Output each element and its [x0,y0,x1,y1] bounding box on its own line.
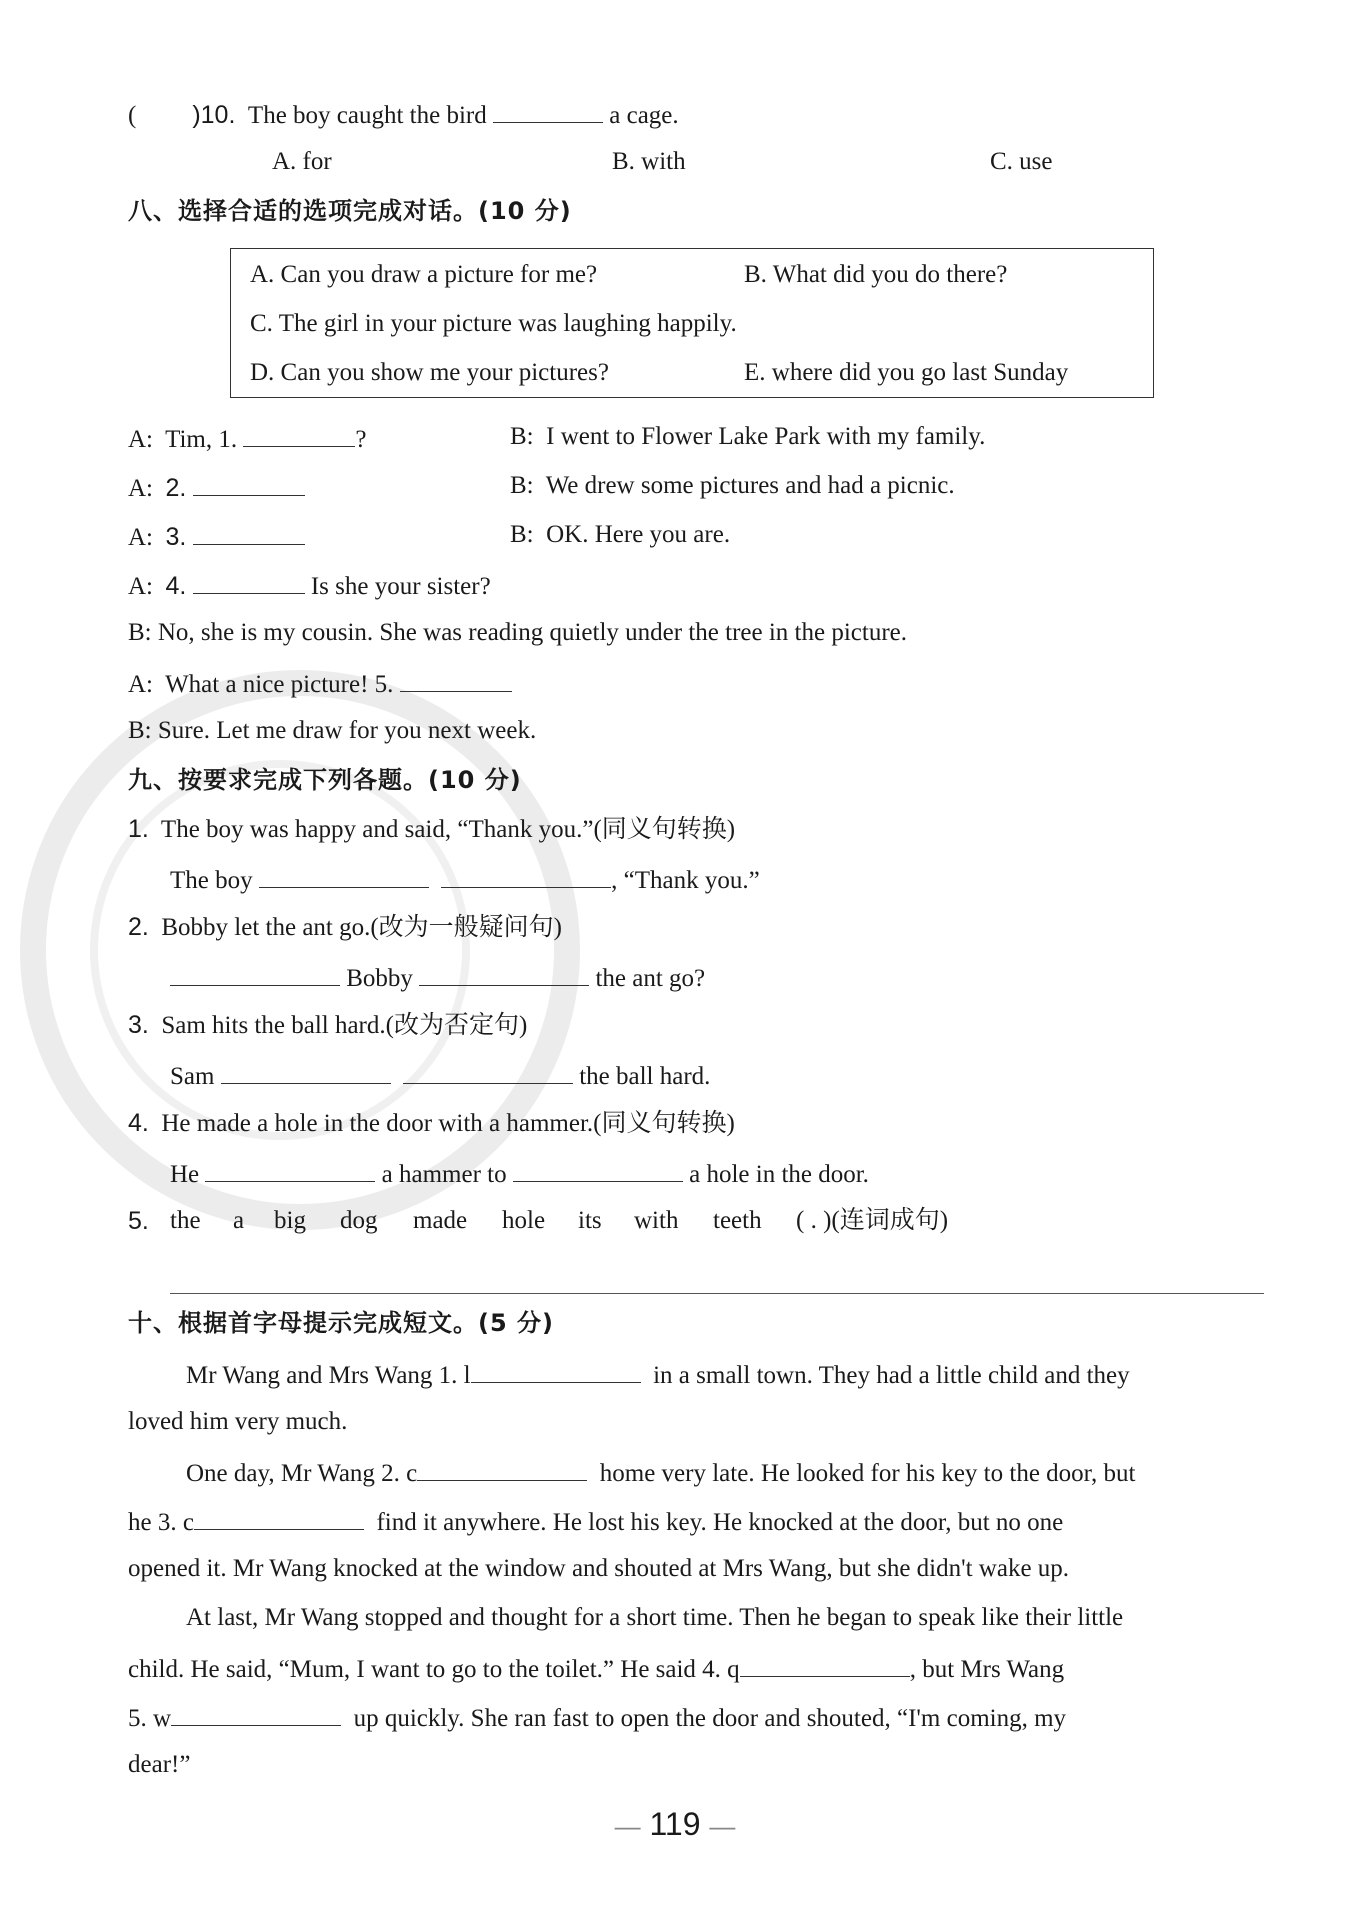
dialog-line-6 [128,665,512,702]
q10-stem: The boy caught the bird [247,102,487,129]
dialog-number: Tim, 1. [165,426,238,453]
section8-option-e: E. where did you go last Sunday [744,359,1069,386]
dialog-number: 2. [165,474,187,502]
question-number: 3. [128,1011,149,1039]
passage-text: child. He said, “Mum, I want to go to the toilet.” He said 4. q [128,1656,740,1683]
s9-q1-blank-1[interactable] [259,861,429,888]
answer-text: , “Thank you.” [611,867,760,894]
speaker-label: A: [128,524,153,551]
section9-title: 九、按要求完成下列各题。(10 分) [128,766,522,794]
s9-q4-answer [170,1155,869,1192]
s9-q3-blank-1[interactable] [221,1057,391,1084]
answer-text: The boy [170,867,253,894]
passage-p2-line2 [128,1503,1063,1540]
s9-q4 [128,1106,735,1141]
s9-q2-blank-1[interactable] [170,959,340,986]
speaker-label: A: [128,573,153,600]
s9-q2-blank-2[interactable] [419,959,589,986]
s9-q5-word-5: made [413,1207,468,1234]
passage-p3-line1: At last, Mr Wang stopped and thought for a short time. Then he began to speak like their little [186,1604,1124,1631]
dialog-text: Is she your sister? [310,573,491,600]
passage-text: he 3. c [128,1509,194,1536]
dialog-line-1 [128,420,366,457]
question-number: 4. [128,1109,149,1137]
answer-text: the ant go? [595,965,706,992]
question-text: He made a hole in the door with a hammer.(同义句转换) [161,1110,735,1137]
dialog-line-7: B: Sure. Let me draw for you next week. [128,717,537,744]
s9-q1 [128,812,735,847]
dialog-number: 3. [165,523,187,551]
passage-text: up quickly. She ran fast to open the door and shouted, “I'm coming, my [353,1705,1067,1732]
dialog-reply-2 [510,469,955,503]
page-number-dash-right: — [709,1811,736,1841]
speaker-label: B: [510,472,534,499]
passage-text: One day, Mr Wang 2. c [186,1460,418,1487]
question-number: 2. [128,913,149,941]
s9-q5-word-3: big [274,1207,306,1234]
passage-p3-line4: dear!” [128,1751,191,1778]
dialog-blank-2[interactable] [193,469,305,496]
dialog-line-3 [128,518,305,555]
dialog-line-5: B: No, she is my cousin. She was reading quietly under the tree in the picture. [128,619,907,646]
page-number-value: 119 [649,1806,701,1842]
s9-q5-word-10: ( . )(连词成句) [796,1207,949,1234]
s9-q1-blank-2[interactable] [441,861,611,888]
s9-q4-blank-2[interactable] [513,1155,683,1182]
q10-option-b: B. with [612,148,686,175]
section8-option-c: C. The girl in your picture was laughing happily. [250,310,737,337]
s9-q5-answer-line[interactable] [170,1293,1264,1294]
q10-number: )10. [192,101,236,129]
s9-q4-blank-1[interactable] [205,1155,375,1182]
s9-q5-word-1: the [170,1207,201,1234]
question-text: Sam hits the ball hard.(改为否定句) [161,1012,528,1039]
s9-q5-word-9: teeth [713,1207,762,1234]
passage-p1-line2: loved him very much. [128,1408,348,1435]
dialog-blank-1[interactable] [243,420,355,447]
speaker-label: B: [510,521,534,548]
dialog-reply-3 [510,518,730,552]
q10-paren-open: ( [128,102,137,129]
s9-q3-blank-2[interactable] [403,1057,573,1084]
passage-text: , but Mrs Wang [909,1656,1065,1683]
s9-q5-number [128,1204,149,1239]
answer-text: He [170,1161,200,1188]
answer-text: a hole in the door. [689,1161,869,1188]
dialog-line-2 [128,469,305,506]
dialog-number: 4. [165,572,187,600]
passage-blank-2[interactable] [417,1454,587,1481]
s9-q1-answer [170,861,760,898]
s9-q5-word-7: its [578,1207,602,1234]
speaker-label: B: [510,423,534,450]
passage-text: Mr Wang and Mrs Wang 1. l [186,1362,471,1389]
s9-q2-answer [170,959,705,996]
question-number: 5. [128,1207,149,1235]
dialog-text: What a nice picture! 5. [165,671,394,698]
passage-p2-line1 [186,1454,1135,1491]
dialog-line-4 [128,567,491,604]
dialog-blank-3[interactable] [193,518,305,545]
dialog-punct: ? [355,426,367,453]
speaker-label: A: [128,671,153,698]
s9-q5-word-8: with [634,1207,679,1234]
passage-p2-line3: opened it. Mr Wang knocked at the window and shouted at Mrs Wang, but she didn't wake up. [128,1555,1070,1582]
s9-q5-word-6: hole [502,1207,546,1234]
s9-q3 [128,1008,527,1043]
section10-title: 十、根据首字母提示完成短文。(5 分) [128,1309,554,1337]
passage-text: 5. w [128,1705,172,1732]
s9-q5-word-2: a [233,1207,245,1234]
page-number-dash-left: — [614,1811,641,1841]
q10-option-c: C. use [990,148,1053,175]
dialog-reply-1 [510,420,985,454]
dialog-blank-4[interactable] [193,567,305,594]
answer-text: Bobby [346,965,413,992]
s9-q5-word-4: dog [340,1207,378,1234]
passage-text: in a small town. They had a little child and they [653,1362,1130,1389]
dialog-reply-text: OK. Here you are. [546,521,731,548]
passage-blank-3[interactable] [194,1503,364,1530]
passage-blank-1[interactable] [471,1356,641,1383]
question-text: Bobby let the ant go.(改为一般疑问句) [161,914,563,941]
dialog-reply-text: I went to Flower Lake Park with my family. [546,423,986,450]
question-number: 1. [128,815,149,843]
passage-p3-line2 [128,1650,1064,1687]
s9-q3-answer [170,1057,710,1094]
question-text: The boy was happy and said, “Thank you.”(同义句转换) [160,816,736,843]
passage-p1-line1 [186,1356,1130,1393]
q10-stem-end: a cage. [609,102,679,129]
answer-text: Sam [170,1063,215,1090]
q10-blank[interactable] [493,96,603,123]
dialog-reply-text: We drew some pictures and had a picnic. [545,472,955,499]
section8-option-b: B. What did you do there? [744,261,1008,288]
dialog-blank-5[interactable] [400,665,512,692]
section8-option-d: D. Can you show me your pictures? [250,359,609,386]
passage-p3-line3 [128,1699,1066,1736]
passage-text: home very late. He looked for his key to the door, but [599,1460,1136,1487]
passage-text: find it anywhere. He lost his key. He knocked at the door, but no one [376,1509,1064,1536]
answer-text: a hammer to [381,1161,507,1188]
section8-title: 八、选择合适的选项完成对话。(10 分) [128,197,572,225]
section8-option-a: A. Can you draw a picture for me? [250,261,598,288]
q10-option-a: A. for [272,148,332,175]
passage-blank-5[interactable] [171,1699,341,1726]
q10-line [128,96,679,133]
speaker-label: A: [128,475,153,502]
page-number [0,1806,1350,1843]
answer-text: the ball hard. [579,1063,711,1090]
speaker-label: A: [128,426,153,453]
s9-q2 [128,910,562,945]
passage-blank-4[interactable] [740,1650,910,1677]
